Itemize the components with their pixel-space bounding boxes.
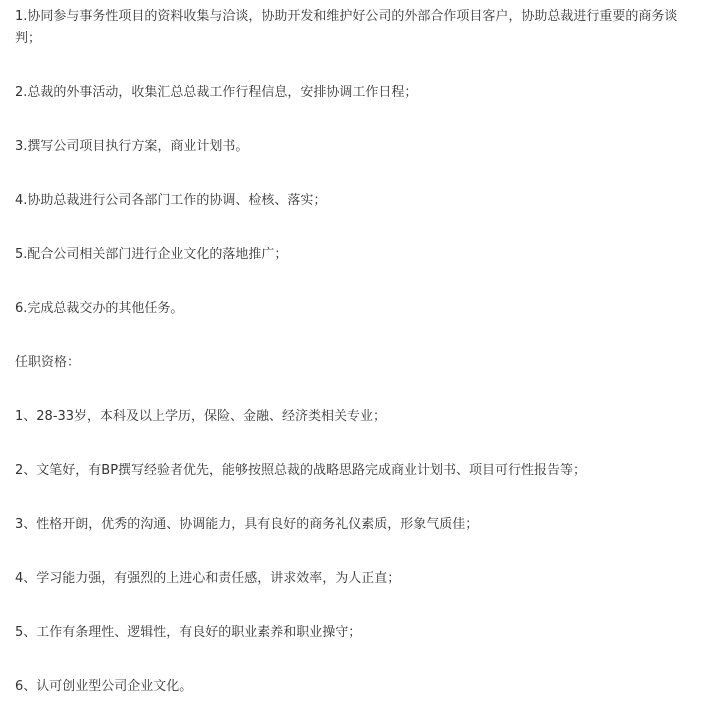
qualification-item-3: 3、性格开朗，优秀的沟通、协调能力，具有良好的商务礼仪素质，形象气质佳； [15,517,479,532]
qualification-item-5: 5、工作有条理性、逻辑性，有良好的职业素养和职业操守； [15,625,362,640]
qualification-item-2: 2、文笔好，有BP撰写经验者优先，能够按照总裁的战略思路完成商业计划书、项目可行性报告等； [15,463,587,478]
duty-item-3: 3.撰写公司项目执行方案，商业计划书。 [15,139,249,154]
qualification-item-1: 1、28-33岁，本科及以上学历，保险、金融、经济类相关专业； [15,409,387,424]
qualifications-heading: 任职资格： [15,355,81,370]
duty-item-6: 6.完成总裁交办的其他任务。 [15,301,184,316]
job-description-document [15,6,699,698]
qualification-item-4: 4、学习能力强，有强烈的上进心和责任感，讲求效率，为人正直； [15,571,401,586]
duty-item-1: 1.协同参与事务性项目的资料收集与洽谈，协助开发和维护好公司的外部合作项目客户，协助总裁进行重要的商务谈判； [15,9,678,46]
duty-item-5: 5.配合公司相关部门进行企业文化的落地推广； [15,247,288,262]
duty-item-4: 4.协助总裁进行公司各部门工作的协调、检核、落实； [15,193,327,208]
qualification-item-6: 6、认可创业型公司企业文化。 [15,679,193,694]
duty-item-2: 2.总裁的外事活动，收集汇总总裁工作行程信息，安排协调工作日程； [15,85,418,100]
